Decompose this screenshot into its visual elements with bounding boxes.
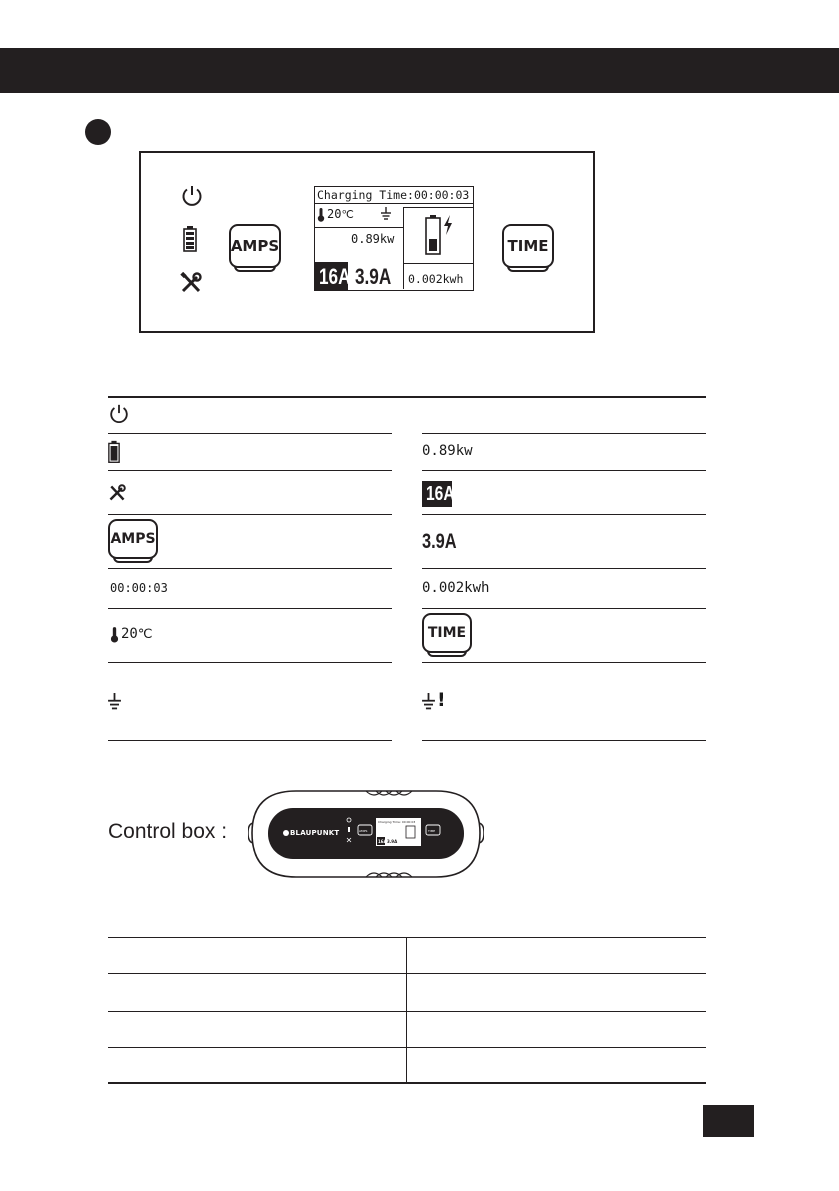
cb-time-button[interactable]: TIME	[428, 829, 436, 833]
cb-lcd-time: Charging Time: 00:00:03	[378, 820, 416, 824]
legend-ground-icon	[108, 693, 121, 711]
temp-value: 20	[327, 207, 342, 221]
temp-unit: ℃	[341, 208, 354, 221]
bottom-table-divider	[406, 937, 407, 1083]
brand-logo: BLAUPUNKT	[290, 829, 340, 837]
legend-amps-actual: 3.9A	[422, 530, 457, 553]
cb-lcd-actual: 3.9A	[387, 839, 398, 844]
battery-icon	[183, 226, 197, 252]
time-button[interactable]: TIME	[502, 224, 554, 268]
legend-thermometer-icon	[110, 627, 119, 643]
legend-amps-setting-badge	[422, 481, 455, 507]
legend-battery-icon	[108, 440, 120, 464]
legend-time-button[interactable]: TIME	[422, 613, 472, 653]
tools-icon	[180, 272, 202, 294]
amps-actual: 3.9A	[355, 264, 392, 289]
legend-tools-icon	[108, 484, 126, 502]
legend-energy: 0.002kwh	[422, 580, 490, 596]
power-icon	[180, 184, 204, 208]
legend-power-icon	[108, 403, 130, 425]
legend-ground-fault-icon	[422, 693, 435, 711]
legend-ground-fault-mark: !	[437, 689, 446, 711]
page-number-box	[703, 1105, 754, 1137]
amps-button[interactable]: AMPS	[229, 224, 281, 268]
thermometer-icon	[317, 208, 325, 222]
charging-time-row	[317, 188, 469, 202]
legend-top-rule	[108, 396, 706, 398]
lightning-icon	[443, 215, 453, 235]
control-box-device	[248, 787, 484, 883]
control-box-label: Control box :	[108, 820, 228, 843]
legend-power-value: 0.89kw	[422, 443, 473, 459]
legend-charging-time: 00:00:03	[110, 581, 168, 595]
legend-temperature	[121, 626, 152, 642]
cb-lcd-amps: 16A	[378, 839, 387, 844]
header-bar	[0, 48, 839, 93]
cb-amps-button[interactable]: AMPS	[359, 829, 368, 833]
bottom-table-top-rule	[108, 937, 706, 938]
amps-setting-value: 16A	[319, 264, 351, 289]
legend-temp-value: 20	[121, 626, 138, 642]
battery-charging-icon	[425, 215, 441, 255]
lcd-energy: 0.002kwh	[408, 272, 464, 286]
charging-time-value: 00:00:03	[413, 188, 470, 202]
ground-icon	[381, 207, 391, 221]
amps-setting-badge	[315, 262, 351, 290]
legend-amps-button[interactable]: AMPS	[108, 519, 158, 559]
lcd-display	[314, 186, 474, 291]
legend-amps-setting: 16A	[426, 483, 455, 505]
section-bullet	[85, 119, 111, 145]
lcd-temperature	[327, 207, 354, 221]
legend-temp-unit: ℃	[137, 627, 153, 642]
bottom-table-bottom-rule	[108, 1082, 706, 1084]
charging-time-label: Charging Time:	[317, 188, 414, 202]
lcd-power: 0.89kw	[351, 232, 395, 246]
